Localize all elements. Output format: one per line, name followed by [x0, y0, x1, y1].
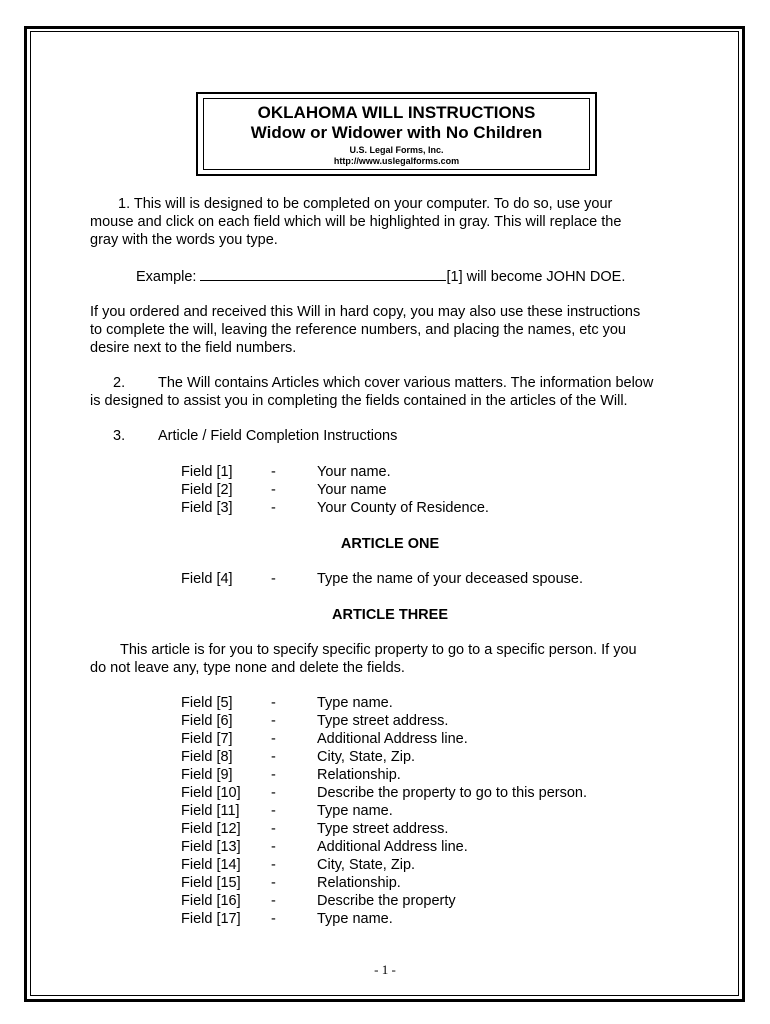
field-label: Field [6] — [181, 713, 233, 729]
field-description: Relationship. — [317, 875, 401, 891]
field-label: Field [2] — [181, 482, 233, 498]
field-label: Field [1] — [181, 464, 233, 480]
field-description: Type the name of your deceased spouse. — [317, 571, 584, 587]
field-description: Type name. — [317, 695, 393, 711]
field-description: Your County of Residence. — [317, 500, 489, 516]
field-label: Field [14] — [181, 857, 241, 873]
field-label: Field [5] — [181, 695, 233, 711]
para3-text: Article / Field Completion Instructions — [158, 428, 398, 444]
article-three-intro-line2: do not leave any, type none and delete the fields. — [90, 660, 405, 676]
field-label: Field [15] — [181, 875, 241, 891]
field-dash: - — [271, 749, 276, 765]
field-label: Field [8] — [181, 749, 233, 765]
field-label: Field [17] — [181, 911, 241, 927]
field-dash: - — [271, 875, 276, 891]
title-box — [203, 98, 590, 170]
field-dash: - — [271, 767, 276, 783]
article-three-intro-line1: This article is for you to specify specific property to go to a specific person. If you — [120, 642, 637, 658]
field-dash: - — [271, 571, 276, 587]
field-dash: - — [271, 464, 276, 480]
field-description: Your name — [317, 482, 387, 498]
field-label: Field [9] — [181, 767, 233, 783]
field-description: Type name. — [317, 803, 393, 819]
field-description: Type name. — [317, 911, 393, 927]
field-label: Field [12] — [181, 821, 241, 837]
example-label: Example: — [136, 269, 201, 285]
example-blank[interactable] — [200, 266, 446, 281]
field-description: Type street address. — [317, 713, 449, 729]
field-dash: - — [271, 482, 276, 498]
document-title: OKLAHOMA WILL INSTRUCTIONS — [257, 103, 536, 122]
para1-line2: mouse and click on each field which will be highlighted in gray. This will replace the — [90, 214, 622, 230]
field-label: Field [10] — [181, 785, 241, 801]
article-three-heading: ARTICLE THREE — [332, 607, 448, 623]
para2-line2: is designed to assist you in completing the fields contained in the articles of the Will. — [90, 393, 628, 409]
field-description: Additional Address line. — [317, 839, 468, 855]
field-description: Type street address. — [317, 821, 449, 837]
field-dash: - — [271, 893, 276, 909]
field-dash: - — [271, 500, 276, 516]
field-dash: - — [271, 803, 276, 819]
example-line — [136, 266, 625, 286]
article-one-heading: ARTICLE ONE — [340, 536, 440, 552]
field-description: Your name. — [317, 464, 391, 480]
field-dash: - — [271, 821, 276, 837]
field-description: City, State, Zip. — [317, 749, 416, 765]
page-number: - 1 - — [374, 962, 396, 977]
field-dash: - — [271, 731, 276, 747]
field-label: Field [13] — [181, 839, 241, 855]
field-label: Field [4] — [181, 571, 233, 587]
company-name: U.S. Legal Forms, Inc. — [349, 145, 444, 155]
field-label: Field [3] — [181, 500, 233, 516]
example-suffix: [1] will become JOHN DOE. — [446, 269, 626, 285]
field-description: Relationship. — [317, 767, 401, 783]
hardcopy-line1: If you ordered and received this Will in hard copy, you may also use these instructions — [90, 304, 641, 320]
hardcopy-line2: to complete the will, leaving the reference numbers, and placing the names, etc you — [90, 322, 626, 338]
para1-line1: 1. This will is designed to be completed on your computer. To do so, use your — [118, 196, 613, 212]
field-label: Field [7] — [181, 731, 233, 747]
field-description: City, State, Zip. — [317, 857, 416, 873]
field-dash: - — [271, 857, 276, 873]
field-description: Describe the property to go to this person. — [317, 785, 588, 801]
para2-line1: The Will contains Articles which cover various matters. The information below — [158, 375, 654, 391]
field-dash: - — [271, 695, 276, 711]
para1-line3: gray with the words you type. — [90, 232, 278, 248]
hardcopy-line3: desire next to the field numbers. — [90, 340, 297, 356]
field-label: Field [11] — [181, 803, 240, 819]
field-description: Describe the property — [317, 893, 456, 909]
field-dash: - — [271, 713, 276, 729]
field-description: Additional Address line. — [317, 731, 468, 747]
para3-number: 3. — [113, 428, 126, 444]
field-label: Field [16] — [181, 893, 241, 909]
field-dash: - — [271, 911, 276, 927]
field-dash: - — [271, 785, 276, 801]
para2-number: 2. — [113, 375, 126, 391]
document-subtitle: Widow or Widower with No Children — [250, 123, 543, 142]
field-dash: - — [271, 839, 276, 855]
company-website: http://www.uslegalforms.com — [333, 156, 460, 166]
